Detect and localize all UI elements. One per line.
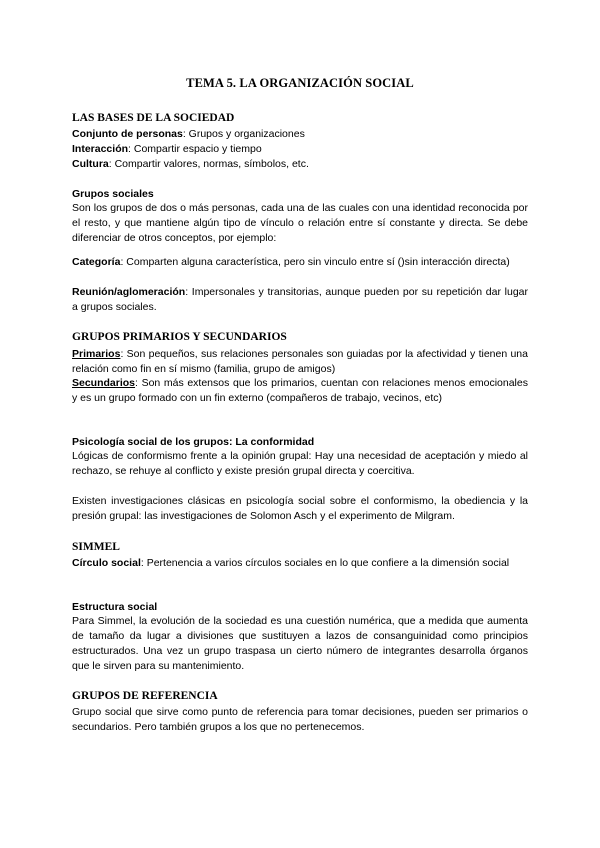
term-reunion: Reunión/aglomeración — [72, 286, 186, 298]
heading-conformidad: Psicología social de los grupos: La conformidad — [72, 436, 315, 448]
term-conjunto: Conjunto de personas — [72, 128, 183, 140]
heading-referencia: GRUPOS DE REFERENCIA — [72, 690, 218, 702]
term-cultura: Cultura — [72, 158, 109, 170]
bases-item-conjunto — [72, 127, 528, 142]
text-cultura: : Compartir valores, normas, símbolos, etc. — [108, 158, 309, 170]
estructura-text: Para Simmel, la evolución de la sociedad es una cuestión numérica, que a medida que aumenta de tamaño da lugar a divisiones que sustituyen a lazos de consanguinidad como principios estructurados. Una vez un grupo traspasa un cierto número de integrantes desarrolla órganos que le sirven para su mantenimiento. — [72, 615, 528, 672]
term-interaccion: Interacción — [72, 143, 129, 155]
bases-item-interaccion — [72, 142, 528, 157]
text-interaccion: : Compartir espacio y tiempo — [128, 143, 262, 155]
reunion-paragraph — [72, 285, 528, 315]
page-title: TEMA 5. LA ORGANIZACIÓN SOCIAL — [186, 76, 414, 90]
term-categoria: Categoría — [72, 256, 121, 268]
heading-bases: LAS BASES DE LA SOCIEDAD — [72, 112, 235, 124]
text-primarios: : Son pequeños, sus relaciones personales son guiadas por la afectividad y tienen una relación como fin en sí mismo (familia, grupo de amigos) — [72, 348, 528, 375]
heading-primarios: GRUPOS PRIMARIOS Y SECUNDARIOS — [72, 331, 287, 343]
text-secundarios: : Son más extensos que los primarios, cuentan con relaciones menos emocionales y es un grupo formado con un fin externo (compañeros de trabajo, vecinos, etc) — [72, 377, 528, 404]
text-conjunto: : Grupos y organizaciones — [182, 128, 305, 140]
heading-grupos-sociales: Grupos sociales — [72, 188, 154, 200]
term-circulo: Círculo social — [72, 557, 141, 569]
primarios-paragraph — [72, 347, 528, 377]
term-secundarios: Secundarios — [72, 377, 136, 389]
conformidad-text-2: Existen investigaciones clásicas en psicología social sobre el conformismo, la obediencia y la presión grupal: las investigaciones de Solomon Asch y el experimento de Milgram. — [72, 495, 528, 522]
bases-item-cultura — [72, 157, 528, 172]
bases-list — [72, 127, 528, 172]
categoria-paragraph — [72, 255, 528, 270]
term-primarios: Primarios — [72, 348, 121, 360]
text-categoria: : Comparten alguna característica, pero sin vinculo entre sí ()sin interacción directa) — [120, 256, 510, 268]
secundarios-paragraph — [72, 376, 528, 406]
heading-estructura: Estructura social — [72, 601, 158, 613]
heading-simmel: SIMMEL — [72, 541, 120, 553]
text-reunion: : Impersonales y transitorias, aunque pueden por su repetición dar lugar a grupos sociales. — [72, 286, 528, 313]
grupos-sociales-text: Son los grupos de dos o más personas, cada una de las cuales con una identidad reconocida por el resto, y que mantiene algún tipo de vínculo o relación entre sí constante y directa. Se debe diferenciar de otros conceptos, por ejemplo: — [72, 202, 528, 244]
text-circulo: : Pertenencia a varios círculos sociales en lo que confiere a la dimensión social — [140, 557, 510, 569]
conformidad-text: Lógicas de conformismo frente a la opinión grupal: Hay una necesidad de aceptación y miedo al rechazo, se rehuye al conflicto y existe presión grupal directa y coercitiva. — [72, 450, 528, 477]
referencia-text: Grupo social que sirve como punto de referencia para tomar decisiones, pueden ser primarios o secundarios. Pero también grupos a los que no pertenecemos. — [72, 706, 528, 733]
circulo-paragraph — [72, 556, 528, 571]
